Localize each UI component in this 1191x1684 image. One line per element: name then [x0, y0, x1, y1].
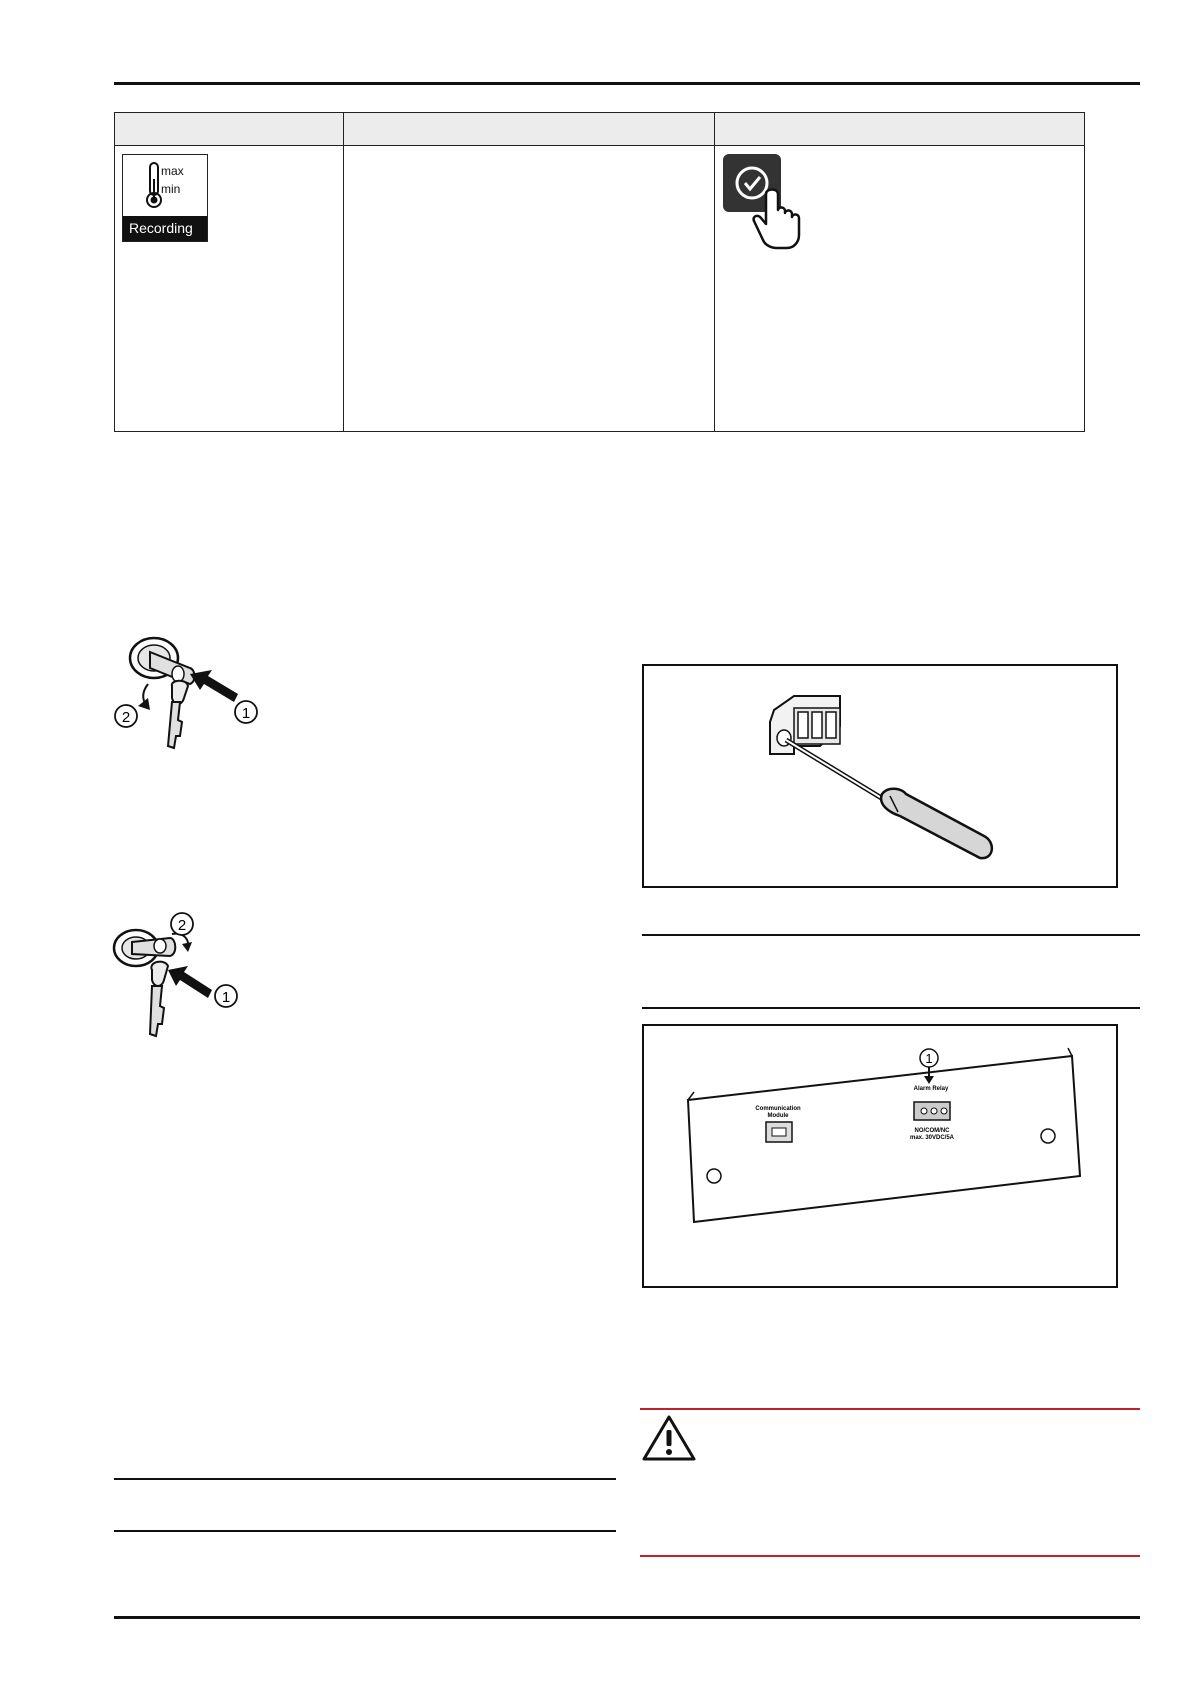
- recording-label-bar: [123, 216, 207, 241]
- max-label: max: [161, 164, 184, 178]
- table-cell-description: [344, 146, 715, 432]
- screwdriver-terminal-icon: [644, 666, 1116, 886]
- table-cell-action: [715, 146, 1085, 432]
- callout-1: 1: [925, 1051, 933, 1066]
- table-row: [115, 146, 1085, 432]
- section-rule: [642, 934, 1140, 936]
- lock-lock-figure: [112, 908, 272, 1048]
- min-label: min: [161, 182, 181, 196]
- section-rule: [114, 1530, 616, 1532]
- header-rule: [114, 82, 1140, 85]
- warning-triangle-icon: [641, 1414, 697, 1462]
- callout-1: 1: [221, 989, 231, 1006]
- alarm-relay-panel-figure: [642, 1024, 1118, 1288]
- alarm-relay-label: Alarm Relay: [913, 1086, 949, 1092]
- callout-2: 2: [177, 917, 187, 934]
- relay-rating-label: NO/COM/NC: [914, 1128, 950, 1134]
- section-rule: [642, 1007, 1140, 1009]
- warning-bottom-rule: [640, 1555, 1140, 1557]
- panel-illustration: [644, 1026, 1116, 1286]
- table-header-cell: [715, 113, 1085, 146]
- settings-table: [114, 112, 1085, 432]
- recording-label: Recording: [129, 220, 193, 236]
- comm-module-label-2: Module: [767, 1113, 789, 1119]
- relay-rating-label-2: max. 30VDC/5A: [909, 1135, 955, 1141]
- table-cell-symbol: [115, 146, 344, 432]
- terminal-figure: [642, 664, 1118, 888]
- table-header-row: [115, 113, 1085, 146]
- footer-rule: [114, 1616, 1140, 1619]
- recording-symbol: [122, 154, 208, 242]
- table-header-cell: [115, 113, 344, 146]
- callout-2: 2: [121, 709, 131, 726]
- table-header-cell: [344, 113, 715, 146]
- warning-top-rule: [640, 1408, 1140, 1410]
- comm-module-label: Communication: [755, 1106, 801, 1112]
- lock-unlock-figure: [112, 636, 272, 766]
- section-rule: [114, 1478, 616, 1480]
- callout-1: 1: [241, 705, 251, 722]
- checkmark-touch-icon: [721, 152, 811, 262]
